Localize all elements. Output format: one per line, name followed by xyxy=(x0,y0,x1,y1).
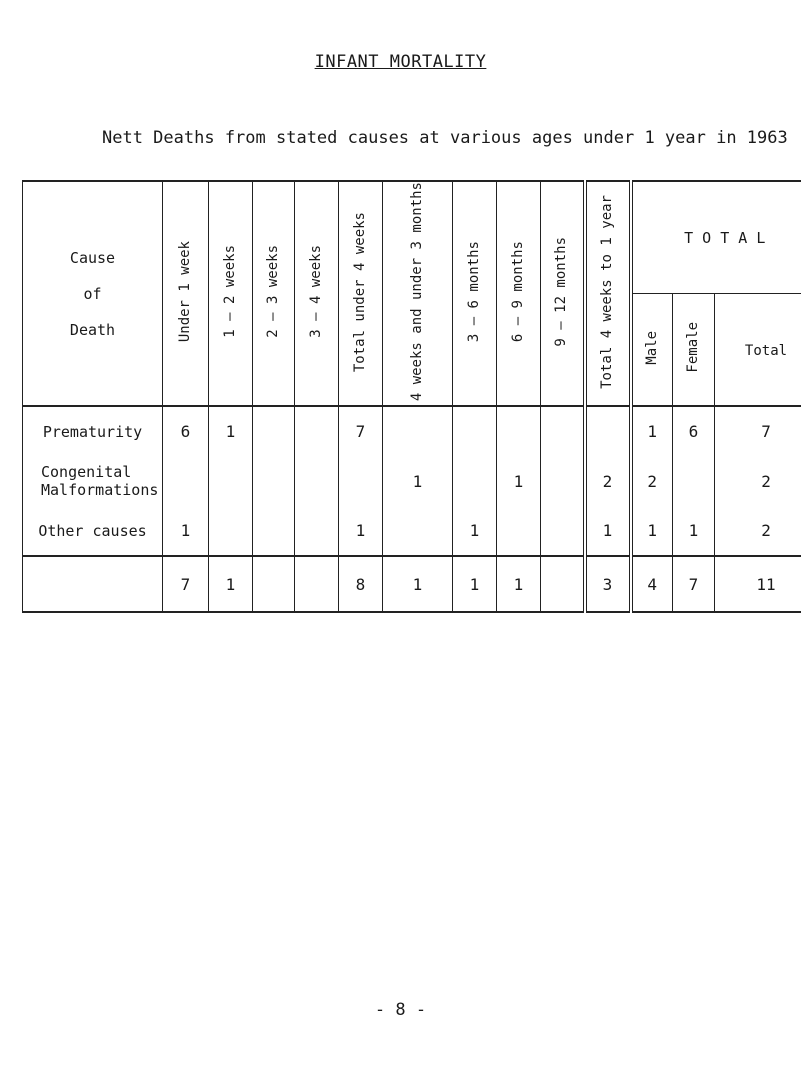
cell xyxy=(541,506,585,556)
cell xyxy=(253,556,295,612)
cell: 1 xyxy=(163,506,209,556)
cell xyxy=(209,456,253,506)
cell xyxy=(209,506,253,556)
header-female: Female xyxy=(673,294,715,407)
cell: 2 xyxy=(715,456,801,506)
cell xyxy=(585,406,631,456)
header-2-3-weeks: 2 – 3 weeks xyxy=(253,181,295,406)
cell xyxy=(453,406,497,456)
cell: 1 xyxy=(209,556,253,612)
cell: 7 xyxy=(673,556,715,612)
header-under-1-week: Under 1 week xyxy=(163,181,209,406)
cause-label xyxy=(23,556,163,612)
cell xyxy=(383,406,453,456)
cell: 2 xyxy=(715,506,801,556)
cell: 1 xyxy=(383,556,453,612)
header-total-col: Total xyxy=(715,294,801,407)
cell: 1 xyxy=(585,506,631,556)
header-9-12-months: 9 – 12 months xyxy=(541,181,585,406)
header-male: Male xyxy=(631,294,673,407)
header-4-weeks-3-months: 4 weeks and under 3 months xyxy=(383,181,453,406)
cell: 1 xyxy=(497,456,541,506)
cause-label: Congenital Malformations xyxy=(23,456,163,506)
cell xyxy=(295,506,339,556)
infant-mortality-table xyxy=(22,180,801,613)
cell xyxy=(295,406,339,456)
header-total: T O T A L xyxy=(631,181,801,294)
cell xyxy=(163,456,209,506)
cell: 8 xyxy=(339,556,383,612)
header-6-9-months: 6 – 9 months xyxy=(497,181,541,406)
cell: 1 xyxy=(497,556,541,612)
cell xyxy=(253,406,295,456)
cell: 6 xyxy=(673,406,715,456)
cell xyxy=(383,506,453,556)
cell: 3 xyxy=(585,556,631,612)
header-3-4-weeks: 3 – 4 weeks xyxy=(295,181,339,406)
cell: 4 xyxy=(631,556,673,612)
cell: 2 xyxy=(631,456,673,506)
header-total-under-4-weeks: Total under 4 weeks xyxy=(339,181,383,406)
cell: 1 xyxy=(453,506,497,556)
page-number: - 8 - xyxy=(374,1000,427,1020)
table-row xyxy=(23,456,801,506)
cell xyxy=(673,456,715,506)
cell xyxy=(497,406,541,456)
cell: 1 xyxy=(339,506,383,556)
header-3-6-months: 3 – 6 months xyxy=(453,181,497,406)
cell: 11 xyxy=(715,556,801,612)
cell: 1 xyxy=(673,506,715,556)
table-row-total xyxy=(23,556,801,612)
cell: 1 xyxy=(453,556,497,612)
cell: 7 xyxy=(715,406,801,456)
cell: 7 xyxy=(339,406,383,456)
cell xyxy=(541,456,585,506)
cell xyxy=(541,406,585,456)
header-1-2-weeks: 1 – 2 weeks xyxy=(209,181,253,406)
cell xyxy=(453,456,497,506)
cell xyxy=(339,456,383,506)
cause-label: Prematurity xyxy=(23,406,163,456)
table-row xyxy=(23,406,801,456)
cell xyxy=(541,556,585,612)
cell xyxy=(253,506,295,556)
table-subtitle: Nett Deaths from stated causes at various ages under 1 year in 1963 xyxy=(102,128,788,148)
cause-label: Other causes xyxy=(23,506,163,556)
cell: 7 xyxy=(163,556,209,612)
cell: 1 xyxy=(209,406,253,456)
header-total-4-weeks-1-year: Total 4 weeks to 1 year xyxy=(585,181,631,406)
cell xyxy=(295,456,339,506)
cause-header: Cause of Death xyxy=(23,181,163,406)
page-title: INFANT MORTALITY xyxy=(314,52,487,72)
cell: 2 xyxy=(585,456,631,506)
cell xyxy=(253,456,295,506)
cell: 1 xyxy=(631,406,673,456)
cell xyxy=(295,556,339,612)
cell: 6 xyxy=(163,406,209,456)
table-row xyxy=(23,506,801,556)
cell xyxy=(497,506,541,556)
cell: 1 xyxy=(631,506,673,556)
cell: 1 xyxy=(383,456,453,506)
